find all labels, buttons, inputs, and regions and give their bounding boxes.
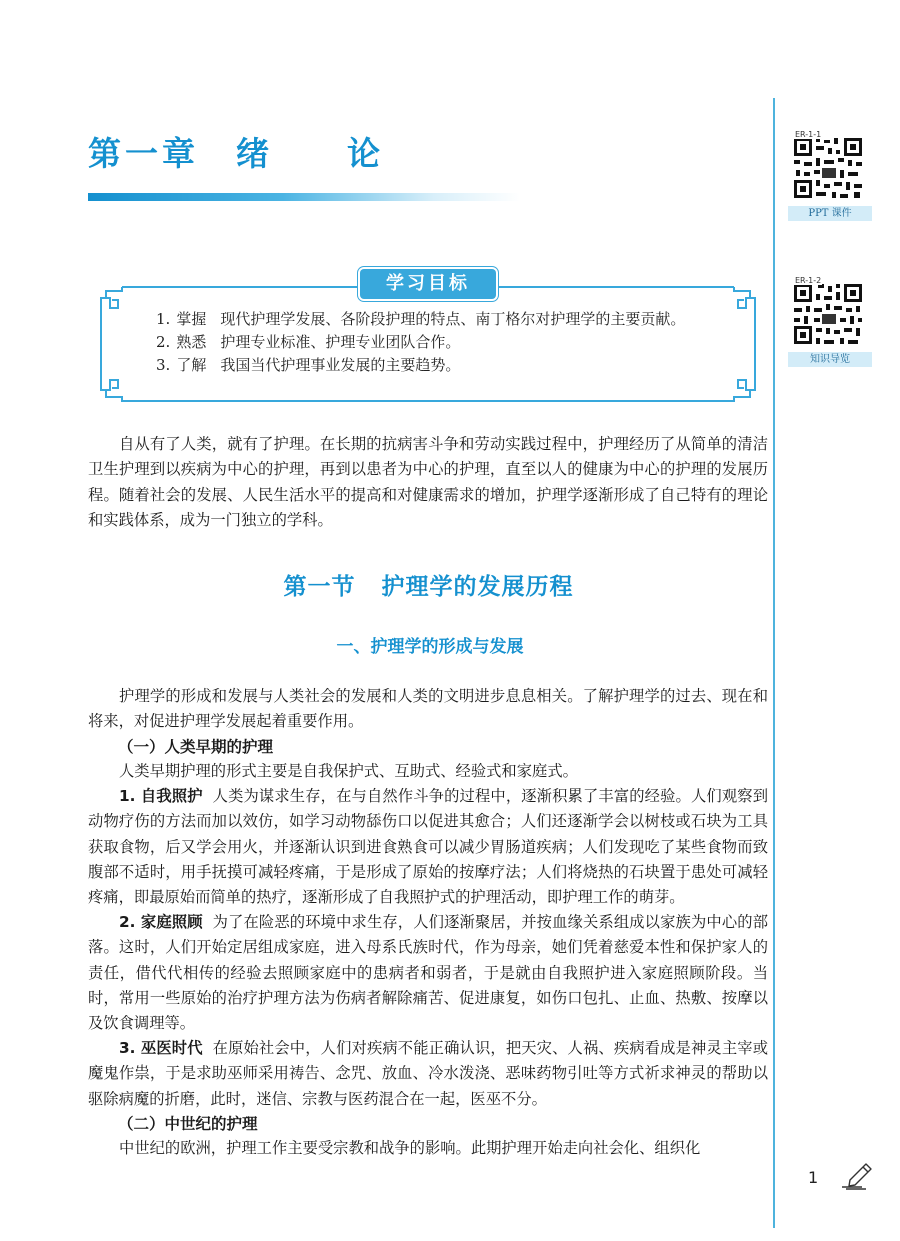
- qr-block-ppt[interactable]: [788, 132, 872, 221]
- title-underline-bar: [88, 193, 520, 201]
- goal-text: 我国当代护理事业发展的主要趋势。: [220, 356, 461, 374]
- qr-block-guide[interactable]: [788, 278, 872, 367]
- self-care-text: 人类为谋求生存，在与自然作斗争的过程中，逐渐积累了丰富的经验。人们观察到动物疗伤的方法而加以效仿，如学习动物舔伤口以促进其愈合；人们还逐渐学会以树枝或石块为工具获取食物，后又学会用火，并逐渐认识到进食熟食可以减少胃肠道疾病；人们发现吃了某些食物而致腹部不适时，用手抚摸可减轻疼痛，于是形成了原始的按摩疗法；人们将烧热的石块置于患处可减轻疼痛，即最原始而简单的热疗，逐渐形成了自我照护式的护理活动，即护理工作的萌芽。: [88, 787, 768, 907]
- qr-label-guide: 知识导览: [788, 352, 872, 367]
- paragraph-self-care: [88, 784, 768, 910]
- heading-early-nursing: （一）人类早期的护理: [118, 738, 274, 756]
- paragraph: 中世纪的欧洲，护理工作主要受宗教和战争的影响。此期护理开始走向社会化、组织化: [119, 1139, 701, 1157]
- subsection-title: 一、护理学的形成与发展: [336, 637, 524, 657]
- self-care-lead: 1. 自我照护: [119, 787, 203, 805]
- list-item: [156, 308, 685, 331]
- page-number: 1: [808, 1168, 819, 1187]
- goal-level: 熟悉: [176, 333, 207, 351]
- section-title-text: 护理学的发展历程: [381, 574, 574, 600]
- shaman-lead: 3. 巫医时代: [119, 1039, 203, 1057]
- learning-goals-box: [100, 273, 756, 402]
- paragraph: 护理学的形成和发展与人类社会的发展和人类的文明进步息息相关。了解护理学的过去、现在和将来，对促进护理学发展起着重要作用。: [88, 687, 768, 731]
- section-number: 第一节: [283, 574, 356, 600]
- list-item: [156, 354, 685, 377]
- margin-rule: [773, 98, 775, 1228]
- goal-number: 3.: [156, 356, 171, 374]
- learning-goals-title: 学习目标: [360, 269, 496, 299]
- goal-text: 现代护理学发展、各阶段护理的特点、南丁格尔对护理学的主要贡献。: [220, 310, 686, 328]
- pen-icon: [840, 1160, 876, 1190]
- intro-paragraph: 自从有了人类，就有了护理。在长期的抗病害斗争和劳动实践过程中，护理经历了从简单的清洁卫生护理到以疾病为中心的护理，再到以患者为中心的护理，直至以人的健康为中心的护理的发展历程。随着社会的发展、人民生活水平的提高和对健康需求的增加，护理学逐渐形成了自己特有的理论和实践体系，成为一门独立的学科。: [88, 435, 768, 529]
- paragraph: 人类早期护理的形式主要是自我保护式、互助式、经验式和家庭式。: [119, 762, 578, 780]
- goal-number: 2.: [156, 333, 171, 351]
- goal-text: 护理专业标准、护理专业团队合作。: [220, 333, 461, 351]
- paragraph-family-care: [88, 910, 768, 1036]
- goal-number: 1.: [156, 310, 171, 328]
- shaman-text: 在原始社会中，人们对疾病不能正确认识，把天灾、人祸、疾病看成是神灵主宰或魔鬼作祟，于是求助巫师采用祷告、念咒、放血、冷水泼浇、恶味药物引吐等方式祈求神灵的帮助以驱除病魔的折磨，此时，迷信、宗教与医药混合在一起，医巫不分。: [88, 1039, 768, 1108]
- qr-code-icon[interactable]: [788, 278, 868, 348]
- qr-label-ppt: PPT 课件: [788, 206, 872, 221]
- qr-code-tag: ER-1-1: [795, 130, 822, 139]
- goal-level: 掌握: [176, 310, 207, 328]
- qr-code-tag: ER-1-2: [795, 276, 822, 285]
- section-title: [0, 568, 857, 601]
- family-care-text: 为了在险恶的环境中求生存，人们逐渐聚居，并按血缘关系组成以家族为中心的部落。这时，人们开始定居组成家庭，进入母系氏族时代，作为母亲，她们凭着慈爱本性和保护家人的责任，借代代相传的经验去照顾家庭中的患病者和弱者，于是就由自我照护进入家庭照顾阶段。当时，常用一些原始的治疗护理方法为伤病者解除痛苦、促进康复，如伤口包扎、止血、热敷、按摩以及饮食调理等。: [88, 913, 768, 1033]
- family-care-lead: 2. 家庭照顾: [119, 913, 203, 931]
- chapter-title: 第一章 绪 论: [88, 134, 384, 173]
- paragraph-shaman: [88, 1036, 768, 1112]
- learning-goals-list: [156, 308, 685, 377]
- heading-medieval-nursing: （二）中世纪的护理: [118, 1115, 258, 1133]
- list-item: [156, 331, 685, 354]
- qr-code-icon[interactable]: [788, 132, 868, 202]
- goal-level: 了解: [176, 356, 207, 374]
